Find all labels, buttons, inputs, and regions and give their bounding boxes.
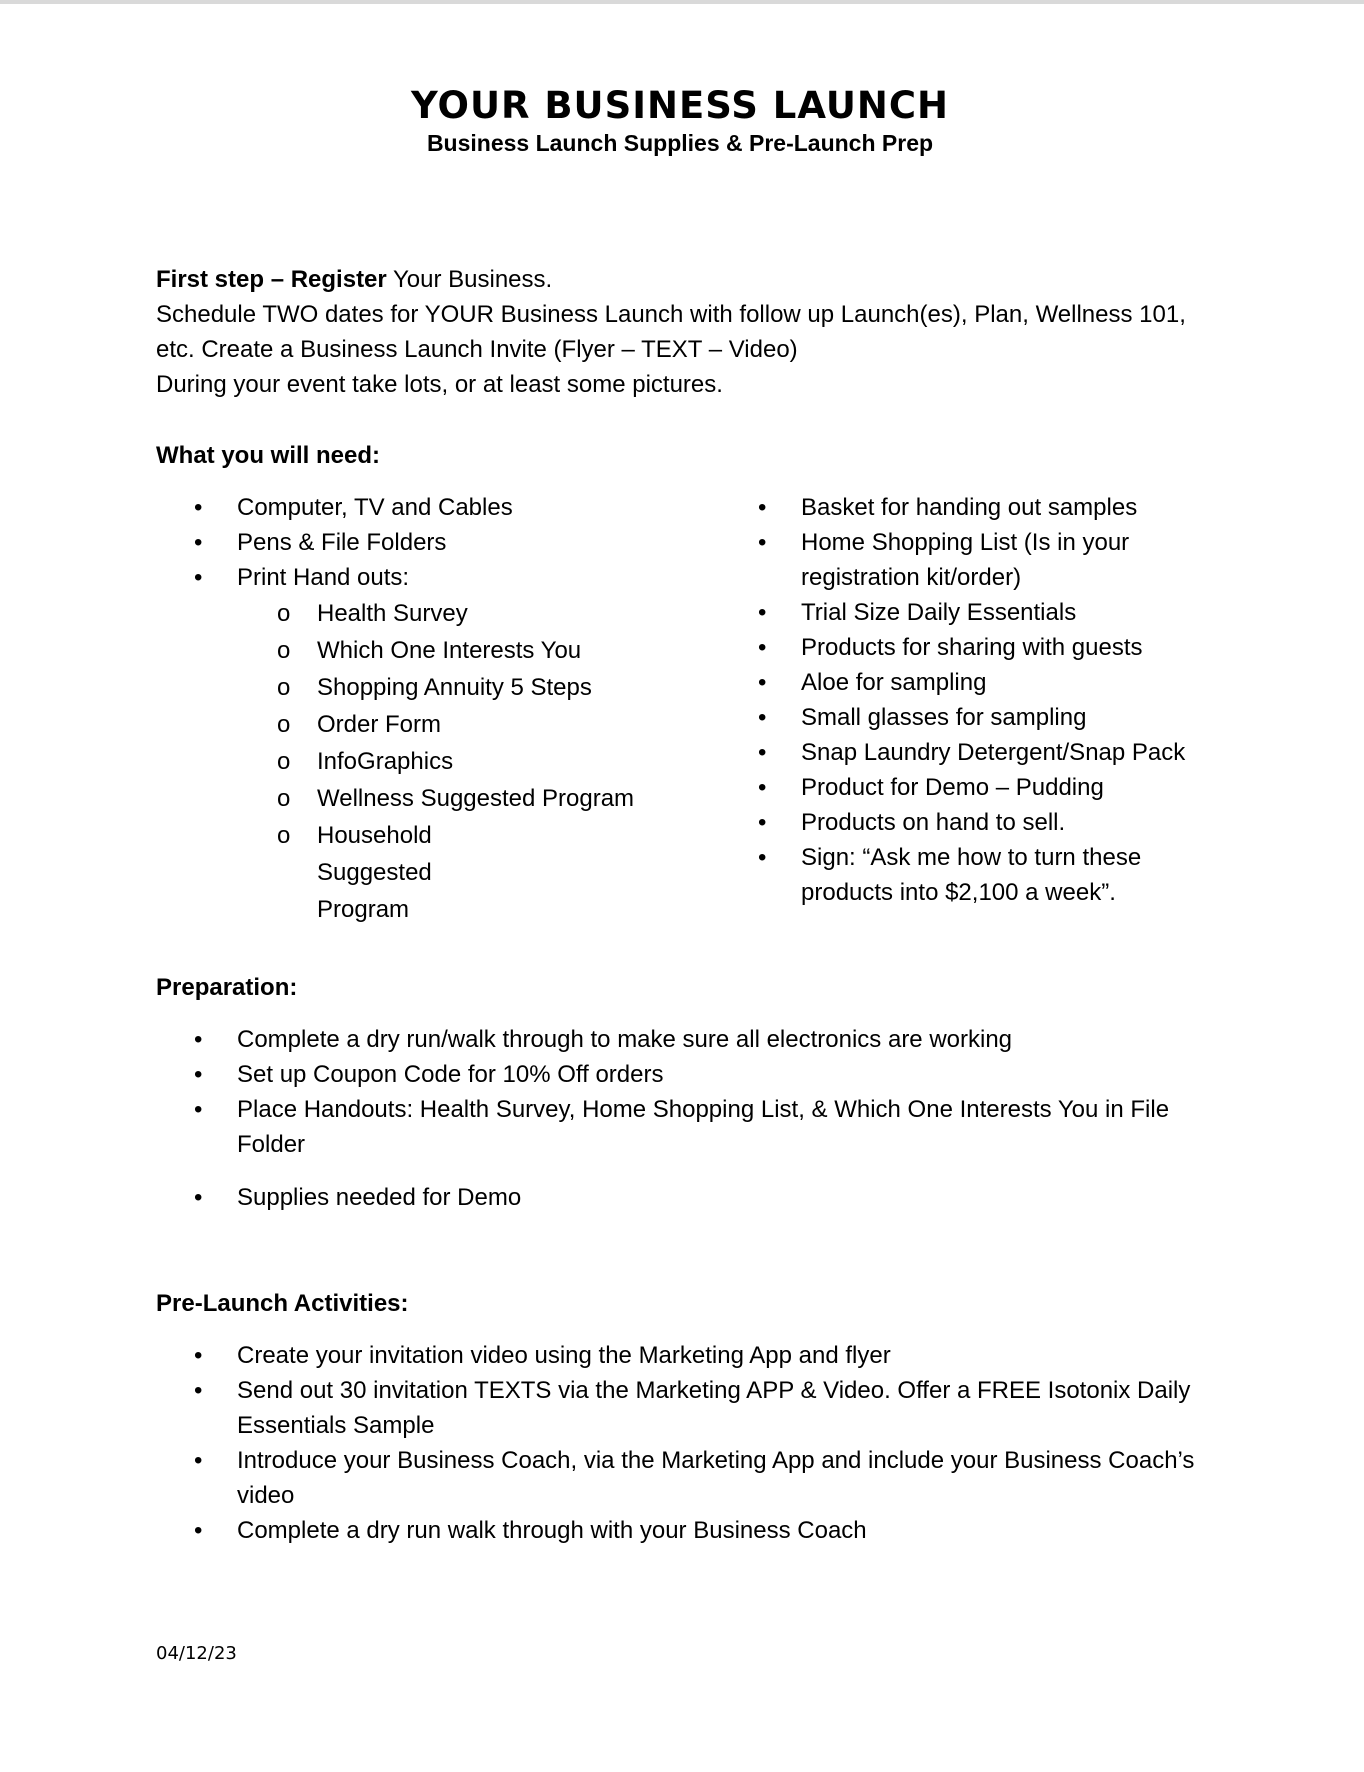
list-item: • Small glasses for sampling (720, 700, 1240, 735)
preparation-heading: Preparation: (156, 974, 298, 1001)
list-item: • Send out 30 invitation TEXTS via the Marketing APP & Video. Offer a FREE Isotonix Daily Essentials Sample (156, 1373, 1236, 1443)
list-item: • Pens & File Folders (156, 525, 676, 560)
preparation-list (156, 1022, 1236, 1215)
list-item: • Computer, TV and Cables (156, 490, 676, 525)
needs-right-column (720, 490, 1240, 910)
handout-item: o InfoGraphics (156, 743, 676, 780)
list-item: • Aloe for sampling (720, 665, 1240, 700)
needs-left-column (156, 490, 676, 928)
handouts-list (156, 595, 676, 928)
preparation-section (156, 1022, 1236, 1215)
document-date: 04/12/23 (156, 1643, 237, 1664)
handout-item: o Order Form (156, 706, 676, 743)
handout-item: o Health Survey (156, 595, 676, 632)
list-item: • Product for Demo – Pudding (720, 770, 1240, 805)
list-item: • Trial Size Daily Essentials (720, 595, 1240, 630)
prelaunch-heading: Pre-Launch Activities: (156, 1290, 409, 1317)
handout-item: o Which One Interests You (156, 632, 676, 669)
list-item: • Products on hand to sell. (720, 805, 1240, 840)
handout-item: o Wellness Suggested Program (156, 780, 676, 817)
list-item: • Introduce your Business Coach, via the Marketing App and include your Business Coach’s video (156, 1443, 1236, 1513)
prelaunch-section (156, 1338, 1236, 1548)
top-border (0, 0, 1364, 4)
document-title: YOUR BUSINESS LAUNCH (411, 84, 949, 127)
first-step-text: Your Business. (386, 266, 553, 293)
intro-section (156, 262, 1226, 402)
first-step-label: First step – Register (156, 266, 387, 293)
needs-right-list (720, 490, 1240, 910)
document-subtitle: Business Launch Supplies & Pre-Launch Prep (426, 130, 934, 156)
list-item: • Home Shopping List (Is in your registration kit/order) (720, 525, 1141, 595)
needs-heading: What you will need: (156, 442, 381, 469)
list-item: • Basket for handing out samples (720, 490, 1240, 525)
list-item: • Print Hand outs: (156, 560, 676, 595)
first-step-line (156, 262, 1226, 297)
prelaunch-list (156, 1338, 1236, 1548)
needs-left-list (156, 490, 676, 595)
list-item: • Products for sharing with guests (720, 630, 1240, 665)
list-item: • Place Handouts: Health Survey, Home Shopping List, & Which One Interests You in File Folder (156, 1092, 1236, 1162)
pictures-text: During your event take lots, or at least some pictures. (156, 371, 723, 398)
list-item: • Create your invitation video using the Marketing App and flyer (156, 1338, 1236, 1373)
list-item: • Complete a dry run walk through with your Business Coach (156, 1513, 1236, 1548)
handout-item: o Household Suggested Program (156, 817, 517, 928)
handout-item: o Shopping Annuity 5 Steps (156, 669, 676, 706)
list-item: • Set up Coupon Code for 10% Off orders (156, 1057, 1236, 1092)
schedule-text: Schedule TWO dates for YOUR Business Launch with follow up Launch(es), Plan, Wellness 101, etc. Create a Business Launch Invite (Flyer – TEXT – Video) (156, 301, 1186, 363)
list-item: • Supplies needed for Demo (156, 1180, 1236, 1215)
list-item: • Sign: “Ask me how to turn these products into $2,100 a week”. (720, 840, 1161, 910)
list-item: • Complete a dry run/walk through to make sure all electronics are working (156, 1022, 1236, 1057)
list-item: • Snap Laundry Detergent/Snap Pack (720, 735, 1240, 770)
